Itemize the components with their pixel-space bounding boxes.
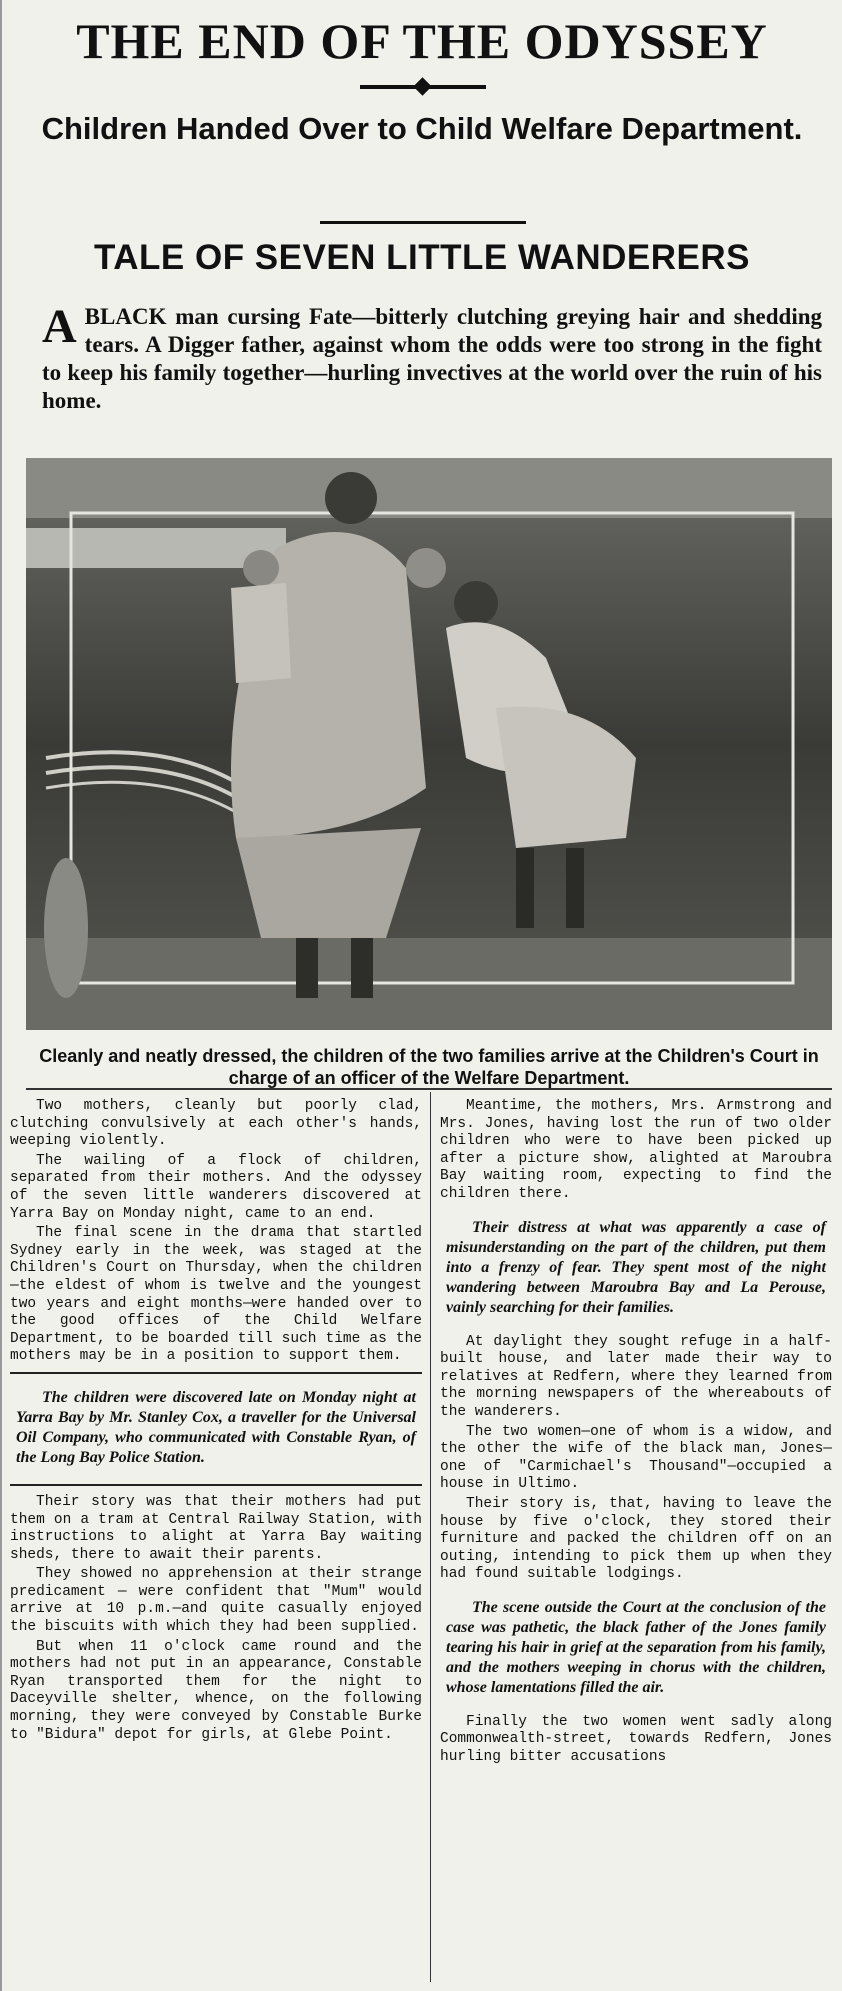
section-rule: [10, 1372, 422, 1374]
lead-text: BLACK man cursing Fate—bitterly clutching greying hair and shedding tears. A Digger father, against whom the odds were too strong in the fight to keep his family together—hurling invectives at the world over the ruin of his home.: [42, 304, 822, 413]
photo-caption: Cleanly and neatly dressed, the children of the two families arrive at the Children's Court in charge of an officer of the Welfare Department.: [39, 1046, 819, 1088]
article-paragraph: Finally the two women went sadly along Commonwealth-street, towards Redfern, Jones hurling bitter accusations: [440, 1713, 832, 1766]
subhead: TALE OF SEVEN LITTLE WANDERERS: [93, 238, 751, 277]
main-headline: THE END OF THE ODYSSEY: [76, 13, 768, 69]
article-paragraph: Meantime, the mothers, Mrs. Armstrong and Mrs. Jones, having lost the run of two older children who were to have been picked up after a picture show, alighted at Maroubra Bay waiting room, expecting to find the children there.: [440, 1098, 832, 1202]
article-paragraph: Two mothers, cleanly but poorly clad, clutching convulsively at each other's hands, weeping violently.: [10, 1098, 422, 1150]
article-paragraph: Their story is, that, having to leave the house by five o'clock, they stored their furniture and packed the children off on an outing, intending to pick them up when they had found suitable lodgings.: [440, 1495, 832, 1583]
ornament-diamond: [413, 77, 431, 95]
photo-illustration: [26, 458, 832, 1030]
article-paragraph: Their story was that their mothers had put them on a tram at Central Railway Station, with instructions to alight at Yarra Bay waiting sheds, there to await their parents.: [10, 1493, 422, 1563]
deck-headline: Children Handed Over to Child Welfare Department.: [41, 111, 803, 146]
article-paragraph: They showed no apprehension at their strange predicament — were confident that "Mum" would arrive at 10 p.m.—and quite casually enjoyed the biscuits with which they had been supplied.: [10, 1566, 422, 1636]
article-paragraph: At daylight they sought refuge in a half-built house, and later made their way to relatives at Redfern, where they learned from the morning newspapers of the whereabouts of the wanderers.: [440, 1333, 832, 1420]
article-paragraph: But when 11 o'clock came round and the mothers had not put in an appearance, Constable Ryan transported them for the night to Daceyville shelter, whence, on the following morning, they were conveyed by Constable Burke to "Bidura" depot for girls, at Glebe Point.: [10, 1638, 422, 1743]
headline-rule: [320, 221, 526, 224]
lead-paragraph: [42, 300, 822, 415]
caption-rule: [26, 1088, 832, 1090]
article-paragraph: The wailing of a flock of children, separated from their mothers. And the odyssey of the seven little wanderers discovered at Yarra Bay on Monday night, came to an end.: [10, 1152, 422, 1222]
section-rule: [10, 1484, 422, 1486]
article-paragraph: The final scene in the drama that startled Sydney early in the week, was staged at the Children's Court on Thursday, when the children—the eldest of whom is twelve and the youngest two years and eight months—were handed over to the good offices of the Child Welfare Department, to be boarded till such time as the mothers may be in a position to support them.: [10, 1225, 422, 1365]
italic-paragraph: The scene outside the Court at the conclusion of the case was pathetic, the black father of the Jones family tearing his hair in grief at the separation from his family, and the mothers weeping in chorus with the children, whose lamentations filled the air.: [446, 1598, 826, 1696]
column-divider: [430, 1092, 431, 1982]
news-photo: [26, 458, 832, 1030]
drop-cap: A: [42, 300, 77, 353]
italic-paragraph: Their distress at what was apparently a case of misunderstanding on the part of the children, put them into a frenzy of fear. They spent most of the night wandering between Maroubra Bay and La Perouse, vainly searching for their families.: [446, 1218, 826, 1316]
right-column: [440, 1098, 832, 1769]
article-paragraph: The two women—one of whom is a widow, and the other the wife of the black man, Jones—one of "Carmichael's Thousand"—occupied a house in Ultimo.: [440, 1423, 832, 1493]
left-column: [10, 1098, 422, 1746]
italic-paragraph: The children were discovered late on Monday night at Yarra Bay by Mr. Stanley Cox, a traveller for the Universal Oil Company, who communicated with Constable Ryan, of the Long Bay Police Station.: [16, 1388, 416, 1466]
